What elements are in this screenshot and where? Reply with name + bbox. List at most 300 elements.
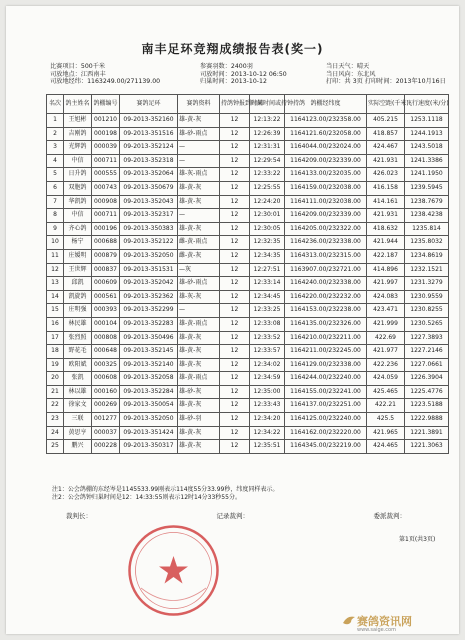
cell-distance: 421.931 [367, 209, 405, 223]
cell-rank: 10 [47, 236, 64, 250]
cell-bird-info: 雄-黄-灰 [178, 195, 220, 209]
table-row [47, 181, 449, 195]
cell-arrival-time: 12:34:35 [250, 249, 285, 263]
cell-speed: 1239.5945 [405, 181, 449, 195]
cell-rank: 8 [47, 209, 64, 223]
report-title: 南丰足环竞翔成绩报告表(奖一) [141, 42, 324, 56]
results-table [46, 94, 449, 454]
cell-loft-id: 000198 [92, 127, 120, 141]
cell-clock-report: 12 [220, 317, 250, 331]
cell-bird-info: 雄-黄-灰 [178, 222, 220, 236]
cell-bird-info: 雄-黄-灰 [178, 358, 220, 372]
cell-rank: 13 [47, 277, 64, 291]
cell-loft-id: 000269 [92, 399, 120, 413]
cell-ring: 09-2013-352299 [120, 304, 178, 318]
cell-owner: 欧阳斌 [64, 358, 92, 372]
cell-loft-coords: 1164129.00/232338.00 [285, 358, 367, 372]
cell-speed: 1227.3893 [405, 331, 449, 345]
cell-clock-report: 12 [220, 195, 250, 209]
cell-loft-id: 000160 [92, 385, 120, 399]
cell-bird-info: 雄-黄-雨点 [178, 372, 220, 386]
cell-clock-report: 12 [220, 345, 250, 359]
cell-clock-report: 12 [220, 372, 250, 386]
cell-clock-report: 12 [220, 331, 250, 345]
table-header-row [47, 95, 449, 114]
cell-ring: 09-2013-352043 [120, 195, 178, 209]
cell-owner: 徐家文 [64, 399, 92, 413]
cell-loft-id: 000711 [92, 154, 120, 168]
cell-loft-coords: 1164155.00/232241.00 [285, 385, 367, 399]
cell-ring: 09-2013-350054 [120, 399, 178, 413]
cell-bird-info: 雌-黄-灰 [178, 249, 220, 263]
cell-rank: 21 [47, 385, 64, 399]
cell-bird-info: 雄-黄-雨点 [178, 317, 220, 331]
cell-owner: 凯旋鸽 [64, 290, 92, 304]
cell-speed: 1241.3386 [405, 154, 449, 168]
cell-bird-info: 雄-砂-雨点 [178, 127, 220, 141]
cell-rank: 11 [47, 249, 64, 263]
cell-loft-id: 000039 [92, 141, 120, 155]
cell-clock-report: 12 [220, 141, 250, 155]
cell-bird-info: — [178, 141, 220, 155]
cell-loft-coords: 1164153.00/232238.00 [285, 304, 367, 318]
cell-arrival-time: 12:30:01 [250, 209, 285, 223]
table-row [47, 331, 449, 345]
cell-ring: 09-2013-350679 [120, 181, 178, 195]
cell-loft-coords: 1164220.00/232232.00 [285, 290, 367, 304]
cell-speed: 1221.3063 [405, 440, 449, 454]
table-row [47, 168, 449, 182]
cell-bird-info: 雄-黄-灰 [178, 440, 220, 454]
cell-distance: 421.977 [367, 345, 405, 359]
table-row [47, 209, 449, 223]
cell-loft-id: 000879 [92, 249, 120, 263]
cell-speed: 1230.5265 [405, 317, 449, 331]
table-row [47, 399, 449, 413]
cell-loft-coords: 1164236.00/232338.00 [285, 236, 367, 250]
entries-count: 参赛羽数：2400羽 [200, 63, 253, 70]
cell-bird-info: 雄-灰-雨点 [178, 168, 220, 182]
cell-owner: 中信 [64, 154, 92, 168]
cell-rank: 24 [47, 426, 64, 440]
cell-loft-coords: 1164125.00/232240.00 [285, 413, 367, 427]
cell-bird-info: 雌-黄-雨点 [178, 236, 220, 250]
cell-loft-id: 000196 [92, 222, 120, 236]
footnotes [52, 486, 442, 502]
cell-ring: 09-2013-352050 [120, 413, 178, 427]
cell-speed: 1225.4776 [405, 385, 449, 399]
cell-clock-report: 12 [220, 358, 250, 372]
cell-owner: 光辉鸽 [64, 141, 92, 155]
table-row [47, 372, 449, 386]
cell-clock-report: 12 [220, 385, 250, 399]
cell-clock-report: 12 [220, 263, 250, 277]
table-row [47, 249, 449, 263]
cell-arrival-time: 12:34:20 [250, 413, 285, 427]
cell-loft-id: 000688 [92, 236, 120, 250]
cell-owner: 庄明强 [64, 304, 92, 318]
cell-ring: 09-2013-352050 [120, 249, 178, 263]
cell-loft-coords: 1163907.00/232721.00 [285, 263, 367, 277]
cell-owner: 华凯鸽 [64, 195, 92, 209]
cell-owner: 吉刚鸽 [64, 127, 92, 141]
cell-speed: 1222.9888 [405, 413, 449, 427]
cell-loft-coords: 1164121.60/232058.00 [285, 127, 367, 141]
cell-bird-info: 雄-砂-灰 [178, 385, 220, 399]
cell-ring: 09-2013-352160 [120, 114, 178, 128]
cell-arrival-time: 12:31:31 [250, 141, 285, 155]
cell-bird-info: — [178, 304, 220, 318]
cell-loft-coords: 1164240.00/232338.00 [285, 277, 367, 291]
cell-distance: 421.997 [367, 277, 405, 291]
cell-loft-coords: 1164123.00/232358.00 [285, 114, 367, 128]
cell-owner: 日升鸽 [64, 168, 92, 182]
cell-arrival-time: 12:13:22 [250, 114, 285, 128]
race-info [50, 63, 445, 86]
cell-rank: 25 [47, 440, 64, 454]
cell-distance: 418.857 [367, 127, 405, 141]
cell-arrival-time: 12:33:22 [250, 168, 285, 182]
cell-distance: 414.896 [367, 263, 405, 277]
cell-owner: 双胞鸽 [64, 181, 92, 195]
cell-arrival-time: 12:27:51 [250, 263, 285, 277]
cell-ring: 09-2013-352145 [120, 345, 178, 359]
cell-bird-info: 雄-黄-灰 [178, 114, 220, 128]
cell-loft-id: 000743 [92, 181, 120, 195]
cell-owner: 庄媛明 [64, 249, 92, 263]
cell-ring: 09-2013-351424 [120, 426, 178, 440]
table-row [47, 317, 449, 331]
cell-loft-coords: 1164137.00/232251.00 [285, 399, 367, 413]
table-row [47, 277, 449, 291]
cell-speed: 1235.8032 [405, 236, 449, 250]
cell-distance: 422.69 [367, 331, 405, 345]
cell-ring: 09-2013-351516 [120, 127, 178, 141]
cell-loft-coords: 1164133.00/232035.00 [285, 168, 367, 182]
cell-loft-coords: 1164210.00/232211.00 [285, 331, 367, 345]
table-row [47, 440, 449, 454]
cell-distance: 426.023 [367, 168, 405, 182]
arrival-date: 归巢时间：2013-10-12 [200, 78, 267, 86]
cell-distance: 424.465 [367, 440, 405, 454]
cell-bird-info: 雄-黄-灰 [178, 331, 220, 345]
cell-distance: 422.21 [367, 399, 405, 413]
cell-loft-coords: 1164211.00/232245.00 [285, 345, 367, 359]
cell-speed: 1223.5188 [405, 399, 449, 413]
cell-distance: 405.215 [367, 114, 405, 128]
cell-loft-coords: 1164111.00/232038.00 [285, 195, 367, 209]
cell-loft-coords: 1164044.00/232024.00 [285, 141, 367, 155]
info-row [50, 78, 445, 86]
cell-loft-id: 000228 [92, 440, 120, 454]
col-ring: 赛鸽足环 [120, 95, 178, 114]
cell-owner: 林民雄 [64, 317, 92, 331]
cell-loft-coords: 1164162.00/232220.00 [285, 426, 367, 440]
info-row [50, 63, 445, 71]
print-info: 打印：共 3页 打印时间：2013年10月16日 [326, 78, 446, 86]
cell-distance: 425.5 [367, 413, 405, 427]
cell-bird-info: 雄-灰-灰 [178, 290, 220, 304]
cell-bird-info: 雄-砂-雨点 [178, 277, 220, 291]
race-distance: 比赛项目：500千米 [50, 63, 106, 70]
cell-arrival-time: 12:34:45 [250, 290, 285, 304]
cell-rank: 19 [47, 358, 64, 372]
cell-speed: 1226.3904 [405, 372, 449, 386]
table-row [47, 222, 449, 236]
cell-owner: 张凯 [64, 372, 92, 386]
col-loft-id: 鸽棚编号 [92, 95, 120, 114]
cell-ring: 09-2013-352283 [120, 317, 178, 331]
cell-rank: 9 [47, 222, 64, 236]
cell-loft-coords: 1164244.00/232240.00 [285, 372, 367, 386]
cell-ring: 09-2013-350317 [120, 440, 178, 454]
col-speed: 飞行速度(米/分) [405, 95, 449, 114]
cell-loft-id: 000393 [92, 304, 120, 318]
cell-arrival-time: 12:34:22 [250, 426, 285, 440]
table-row [47, 426, 449, 440]
cell-clock-report: 12 [220, 399, 250, 413]
cell-clock-report: 12 [220, 440, 250, 454]
cell-owner: 齐心鸽 [64, 222, 92, 236]
cell-owner: 三联 [64, 413, 92, 427]
cell-clock-report: 12 [220, 413, 250, 427]
wind-direction: 当日风向：东北风 [326, 70, 376, 78]
cell-speed: 1227.0661 [405, 358, 449, 372]
cell-loft-id: 000555 [92, 168, 120, 182]
cell-owner: 邱凯 [64, 277, 92, 291]
cell-speed: 1243.5018 [405, 141, 449, 155]
cell-loft-id: 000837 [92, 263, 120, 277]
cell-arrival-time: 12:33:52 [250, 331, 285, 345]
cell-clock-report: 12 [220, 209, 250, 223]
cell-rank: 22 [47, 399, 64, 413]
cell-arrival-time: 12:26:39 [250, 127, 285, 141]
cell-distance: 424.467 [367, 141, 405, 155]
cell-arrival-time: 12:32:35 [250, 236, 285, 250]
cell-distance: 423.471 [367, 304, 405, 318]
cell-loft-id: 000608 [92, 372, 120, 386]
cell-rank: 17 [47, 331, 64, 345]
cell-ring: 09-2013-352362 [120, 290, 178, 304]
cell-speed: 1230.9559 [405, 290, 449, 304]
cell-ring: 09-2013-352122 [120, 236, 178, 250]
cell-owner: 王旭彬 [64, 114, 92, 128]
cell-loft-coords: 1164209.00/232339.00 [285, 209, 367, 223]
cell-bird-info: 雄-黄-灰 [178, 399, 220, 413]
col-distance: 实际空距(千米) [367, 95, 405, 114]
cell-loft-id: 001277 [92, 413, 120, 427]
table-row [47, 385, 449, 399]
cell-arrival-time: 12:25:55 [250, 181, 285, 195]
cell-owner: 张烈照 [64, 331, 92, 345]
table-row [47, 290, 449, 304]
cell-distance: 424.059 [367, 372, 405, 386]
cell-distance: 421.931 [367, 154, 405, 168]
cell-arrival-time: 12:34:59 [250, 372, 285, 386]
cell-rank: 1 [47, 114, 64, 128]
release-time: 司放时间：2013-10-12 06:50 [200, 70, 287, 78]
cell-distance: 422.236 [367, 358, 405, 372]
official-seal [121, 518, 226, 623]
cell-bird-info: 雄-黄-灰 [178, 345, 220, 359]
cell-arrival-time: 12:35:00 [250, 385, 285, 399]
report-page [6, 6, 459, 634]
cell-ring: 09-2013-352064 [120, 168, 178, 182]
cell-arrival-time: 12:33:43 [250, 399, 285, 413]
table-row [47, 413, 449, 427]
cell-clock-report: 12 [220, 127, 250, 141]
weather: 当日天气：晴天 [326, 63, 370, 70]
table-row [47, 236, 449, 250]
cell-ring: 09-2013-352318 [120, 154, 178, 168]
cell-speed: 1234.8619 [405, 249, 449, 263]
cell-arrival-time: 12:33:08 [250, 317, 285, 331]
col-loft-coords: 鸽棚经纬度 [285, 95, 367, 114]
cell-clock-report: 12 [220, 222, 250, 236]
footnote: 注1：公会鸽棚的东经岑是1145533.99刚表示114度55分33.99秒，纬度同样表示。 [52, 486, 279, 493]
recorder-label: 记录裁判： [216, 512, 249, 520]
cell-bird-info: —灰 [178, 263, 220, 277]
cell-distance: 421.965 [367, 426, 405, 440]
cell-owner: 中信 [64, 209, 92, 223]
cell-arrival-time: 12:24:20 [250, 195, 285, 209]
cell-owner: 杨宁 [64, 236, 92, 250]
col-owner: 鸽主姓名 [64, 95, 92, 114]
cell-ring: 09-2013-352042 [120, 277, 178, 291]
page-number: 第1页(共3页) [399, 536, 436, 543]
cell-arrival-time: 12:34:02 [250, 358, 285, 372]
cell-clock-report: 12 [220, 168, 250, 182]
table-row [47, 263, 449, 277]
cell-speed: 1231.3279 [405, 277, 449, 291]
cell-rank: 15 [47, 304, 64, 318]
cell-rank: 12 [47, 263, 64, 277]
cell-ring: 09-2013-352058 [120, 372, 178, 386]
footnote: 注2：公会鸽钟归巢时间是12：14:33:55则表示12时14分33秒55分。 [52, 494, 241, 501]
cell-distance: 424.083 [367, 290, 405, 304]
col-arrival-time: 归巢时间或持钟持鸽 [250, 95, 285, 114]
cell-speed: 1253.1118 [405, 114, 449, 128]
cell-rank: 14 [47, 290, 64, 304]
cell-loft-id: 001210 [92, 114, 120, 128]
cell-speed: 1241.1950 [405, 168, 449, 182]
cell-distance: 422.187 [367, 249, 405, 263]
cell-clock-report: 12 [220, 277, 250, 291]
table-row [47, 141, 449, 155]
cell-loft-coords: 1164345.00/232219.00 [285, 440, 367, 454]
release-coords: 司放地经纬：1163249.00/271139.00 [50, 78, 161, 86]
cell-arrival-time: 12:33:14 [250, 277, 285, 291]
cell-speed: 1227.2146 [405, 345, 449, 359]
cell-loft-id: 000711 [92, 209, 120, 223]
cell-loft-id: 000609 [92, 277, 120, 291]
cell-rank: 2 [47, 127, 64, 141]
cell-owner: 林以雄 [64, 385, 92, 399]
cell-loft-id: 000908 [92, 195, 120, 209]
cell-loft-id: 000808 [92, 331, 120, 345]
cell-clock-report: 12 [220, 249, 250, 263]
cell-loft-id: 000561 [92, 290, 120, 304]
cell-rank: 4 [47, 154, 64, 168]
cell-distance: 421.944 [367, 236, 405, 250]
cell-arrival-time: 12:30:05 [250, 222, 285, 236]
site-watermark [341, 606, 451, 636]
cell-ring: 09-2013-352284 [120, 385, 178, 399]
cell-bird-info: 雄-黄-灰 [178, 181, 220, 195]
cell-speed: 1232.1521 [405, 263, 449, 277]
table-row [47, 127, 449, 141]
cell-loft-id: 000648 [92, 345, 120, 359]
cell-bird-info: 雄-黄-灰 [178, 426, 220, 440]
cell-rank: 6 [47, 181, 64, 195]
table-row [47, 114, 449, 128]
cell-rank: 18 [47, 345, 64, 359]
cell-loft-coords: 1164205.00/232322.00 [285, 222, 367, 236]
cell-loft-coords: 1164159.00/232038.00 [285, 181, 367, 195]
table-body [47, 114, 449, 454]
cell-speed: 1230.8255 [405, 304, 449, 318]
cell-distance: 414.161 [367, 195, 405, 209]
cell-ring: 09-2013-352317 [120, 209, 178, 223]
cell-clock-report: 12 [220, 290, 250, 304]
referee-label: 裁判长： [66, 512, 92, 520]
release-site: 司放地点：江西南丰 [50, 70, 106, 78]
cell-rank: 7 [47, 195, 64, 209]
cell-clock-report: 12 [220, 426, 250, 440]
pigeon-logo-icon [341, 613, 357, 629]
cell-loft-coords: 1164209.00/232339.00 [285, 154, 367, 168]
table-row [47, 345, 449, 359]
cell-arrival-time: 12:35:51 [250, 440, 285, 454]
table-row [47, 358, 449, 372]
cell-bird-info: 雄-砂-羽 [178, 413, 220, 427]
cell-speed: 1244.1913 [405, 127, 449, 141]
cell-clock-report: 12 [220, 304, 250, 318]
cell-owner: 黄思亨 [64, 426, 92, 440]
cell-distance: 416.158 [367, 181, 405, 195]
cell-clock-report: 12 [220, 236, 250, 250]
cell-arrival-time: 12:33:25 [250, 304, 285, 318]
cell-arrival-time: 12:33:57 [250, 345, 285, 359]
cell-ring: 09-2013-352140 [120, 358, 178, 372]
cell-owner: 王世辉 [64, 263, 92, 277]
table-row [47, 195, 449, 209]
cell-loft-id: 000104 [92, 317, 120, 331]
cell-speed: 1238.4238 [405, 209, 449, 223]
cell-loft-coords: 1164135.00/232326.00 [285, 317, 367, 331]
signature-line [66, 511, 406, 520]
cell-rank: 23 [47, 413, 64, 427]
cell-arrival-time: 12:29:54 [250, 154, 285, 168]
watermark-text: 赛鸽资讯网 [357, 615, 412, 628]
cell-loft-id: 000325 [92, 358, 120, 372]
cell-distance: 421.999 [367, 317, 405, 331]
col-bird-info: 赛鸽资料 [178, 95, 220, 114]
cell-clock-report: 12 [220, 114, 250, 128]
cell-distance: 425.465 [367, 385, 405, 399]
cell-ring: 09-2013-352124 [120, 141, 178, 155]
table-row [47, 304, 449, 318]
cell-loft-id: 000037 [92, 426, 120, 440]
cell-rank: 5 [47, 168, 64, 182]
cell-owner: 鹏兴 [64, 440, 92, 454]
cell-speed: 1235.814 [405, 222, 449, 236]
cell-bird-info: — [178, 209, 220, 223]
cell-ring: 09-2013-351531 [120, 263, 178, 277]
cell-ring: 09-2013-350496 [120, 331, 178, 345]
cell-rank: 16 [47, 317, 64, 331]
cell-clock-report: 12 [220, 154, 250, 168]
